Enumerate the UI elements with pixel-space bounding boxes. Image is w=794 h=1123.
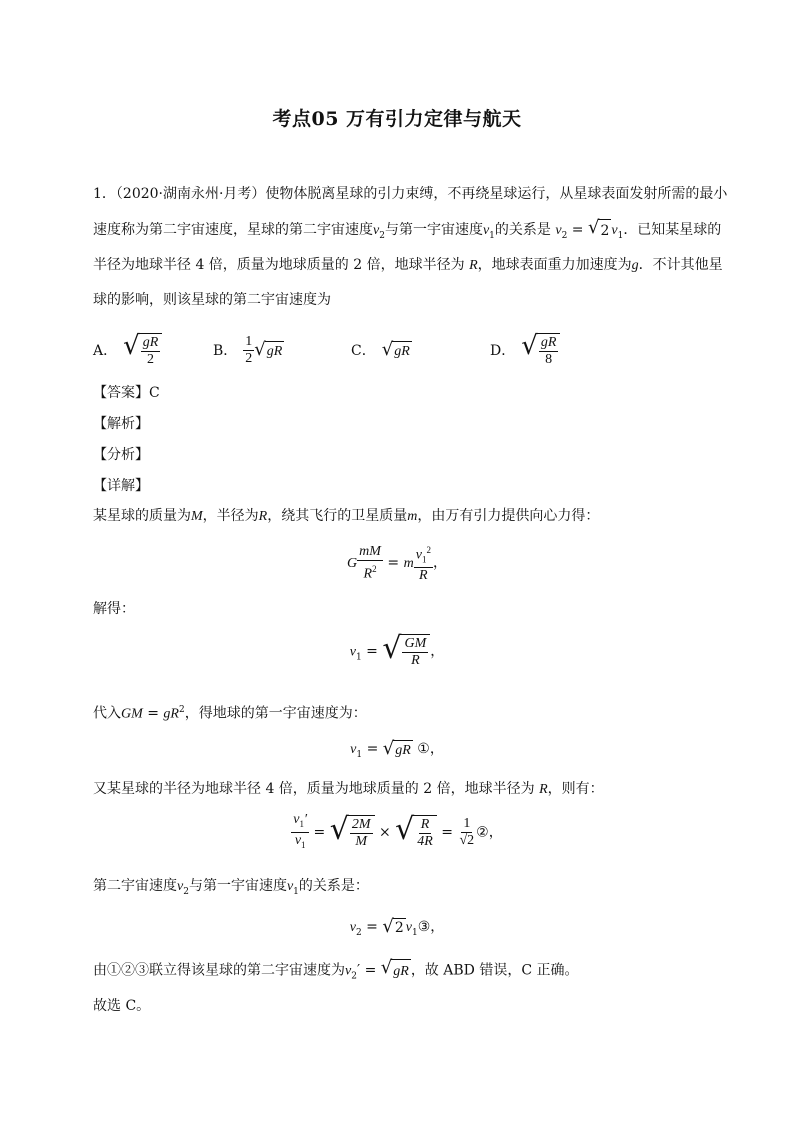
question-line-3: 半径为地球半径 4 倍，质量为地球质量的 2 倍，地球半径为 R，地球表面重力加速度为g．不计其他星	[93, 257, 723, 273]
jiede-label: 解得：	[93, 601, 135, 617]
analysis-label: 【解析】	[93, 416, 149, 432]
equation-ratio: $\frac{v_1'}{v_1}$ = √ $\frac{2M}{M}$ × √ $\frac{R}{4R}$ = $\frac{1}{√2}$ ②，	[293, 811, 503, 850]
equation-gravity: G $\frac{mM}{R^2}$ = m $\frac{v_1^2}{R}$ ，	[347, 543, 447, 584]
sqrt-2: √ 2	[587, 217, 610, 239]
question-line-4: 球的影响，则该星球的第二宇宙速度为	[93, 292, 331, 308]
solution-you: 又某星球的半径为地球半径 4 倍，质量为地球质量的 2 倍，地球半径为 R，则有：	[93, 781, 604, 797]
question-line-2: 速度称为第二宇宙速度，星球的第二宇宙速度$v_2$与第一宇宙速度$v_1$的关系是 $v_2$ = √ 2 $v_1$．已知某星球的	[93, 217, 722, 241]
solution-conclusion: 由①②③联立得该星球的第二宇宙速度为$v_2'$ = √ gR ，故 ABD 错误，C 正确。	[93, 957, 579, 982]
detail-label: 【详解】	[93, 478, 149, 494]
solution-dairu: 代入GM = $gR^2$，得地球的第一宇宙速度为：	[93, 705, 367, 722]
option-c[interactable]: C． √ gR	[351, 338, 410, 360]
final-choice: 故选 C。	[93, 998, 151, 1014]
question-line-1: 1．（2020·湖南永州·月考）使物体脱离星球的引力束缚，不再绕星球运行，从星球表面发射所需的最小	[93, 186, 728, 202]
equation-v1: $v_1$ = √ $\frac{GM}{R}$ ，	[349, 631, 445, 668]
answer-label: 【答案】C	[93, 385, 160, 401]
solution-line-1: 某星球的质量为M，半径为R，绕其飞行的卫星质量m，由万有引力提供向心力得：	[93, 508, 600, 524]
solution-di2: 第二宇宙速度$v_2$与第一宇宙速度$v_1$的关系是：	[93, 878, 369, 897]
option-b[interactable]: B． $\frac{1}{2}$ √ gR	[213, 333, 283, 366]
equation-v1-earth: $v_1$ = √ gR ①，	[350, 737, 444, 760]
option-b-fraction: $\frac{1}{2}$	[245, 333, 253, 366]
option-d[interactable]: D． √ $\frac{gR}{8}$	[490, 330, 560, 370]
option-a-expr: √ $\frac{gR}{2}$	[123, 333, 162, 368]
answer-options	[93, 330, 713, 370]
page-title: 考点05 万有引力定律与航天	[272, 108, 522, 130]
equation-v2: $v_2$ = √ 2 $v_1③$，	[349, 916, 445, 938]
option-a[interactable]: A． √ $\frac{gR}{2}$	[93, 330, 162, 370]
fenxi-label: 【分析】	[93, 447, 149, 463]
option-d-expr: √ $\frac{gR}{8}$	[521, 333, 560, 368]
